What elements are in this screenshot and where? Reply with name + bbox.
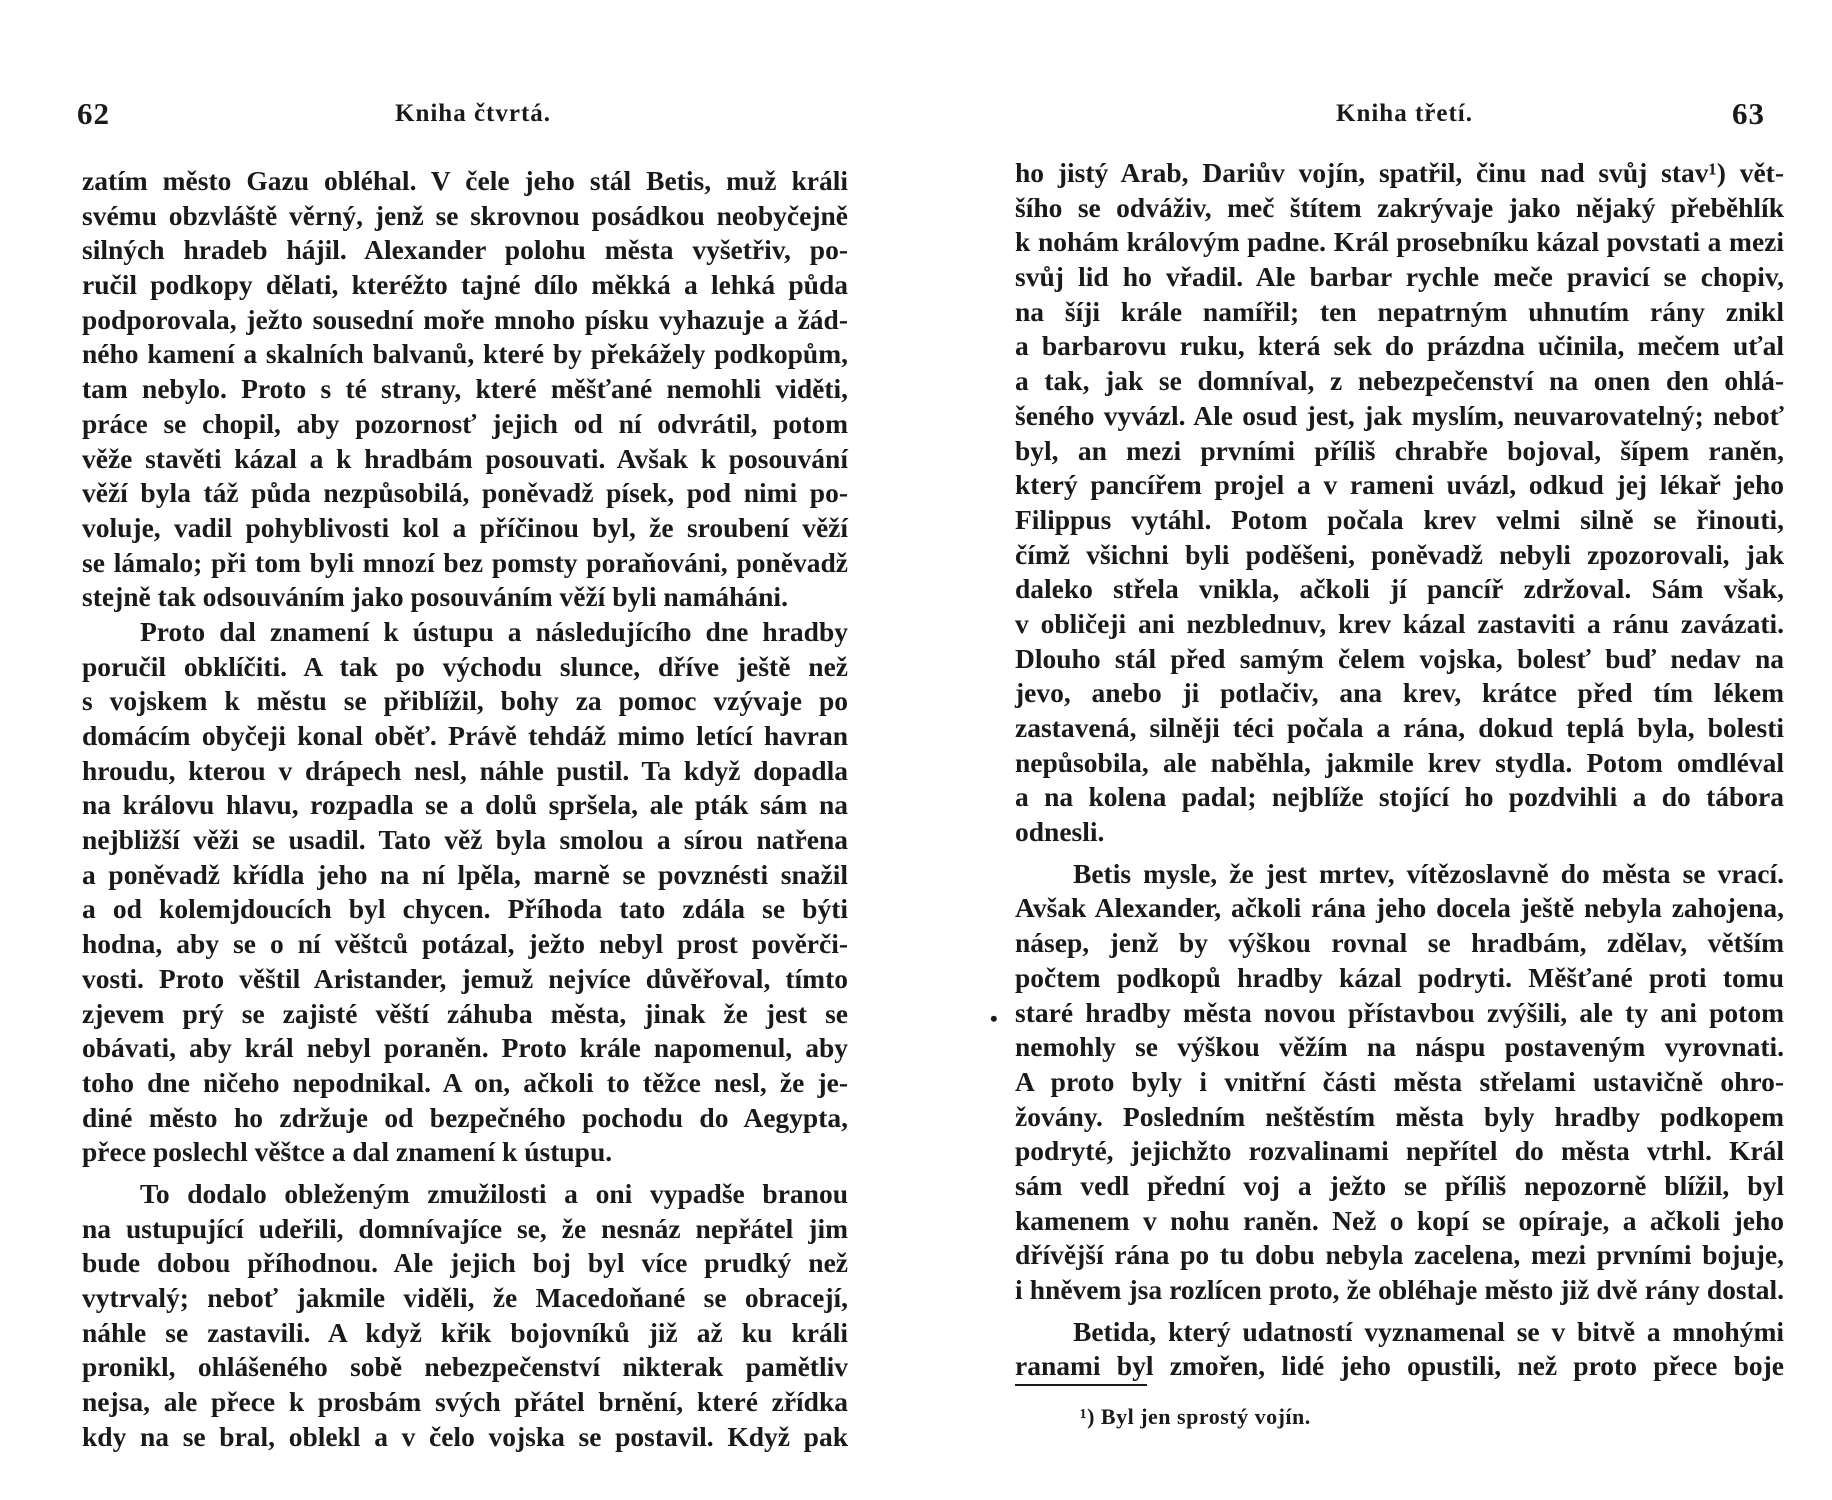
text-line: podryté, jejichžto rozvalinami nepřítel do města vtrhl. Král	[1015, 1135, 1784, 1167]
text-line: nemohly se výškou věžím na náspu postaveným vyrovnati.	[1015, 1031, 1784, 1063]
text-line: vosti. Proto věštil Aristander, jemuž nejvíce důvěřoval, tímto	[82, 962, 848, 994]
text-line: Avšak Alexander, ačkoli rána jeho docela ještě nebyla zahojena,	[1015, 892, 1784, 924]
text-line: svému obzvláště věrný, jenž se skrovnou posádkou neobyčejně	[82, 199, 848, 231]
text-line: a barbarovu ruku, která sek do prázdna učinila, mečem uťal	[1015, 330, 1784, 362]
text-line: s vojskem k městu se přiblížil, bohy za pomoc vzývaje po	[82, 685, 848, 717]
text-line: silných hradeb hájil. Alexander polohu města vyšetřiv, po-	[82, 234, 848, 266]
text-line: ného kamení a skalních balvanů, které by překážely podkopům,	[82, 338, 848, 370]
text-line: kdy na se bral, oblekl a v čelo vojska se postavil. Když pak	[82, 1420, 848, 1452]
text-line: svůj lid ho vřadil. Ale barbar rychle meče pravicí se chopiv,	[1015, 261, 1784, 293]
text-line: toho dne ničeho nepodnikal. A on, ačkoli to těžce nesl, že je-	[82, 1066, 848, 1098]
text-line: byl, an mezi prvními příliš chrabře bojoval, šípem raněn,	[1015, 434, 1784, 466]
text-line: Betida, který udatností vyznamenal se v bitvě a mnohými	[1073, 1315, 1784, 1347]
text-line: a od kolemjdoucích byl chycen. Příhoda tato zdála se býti	[82, 893, 848, 925]
text-line: Betis mysle, že jest mrtev, vítězoslavně do města se vrací.	[1073, 857, 1784, 889]
page-number: 63	[1732, 96, 1765, 131]
text-line: jevo, anebo ji potlačiv, ana krev, krátce před tím lékem	[1015, 677, 1784, 709]
text-line: nepůsobila, ale naběhla, jakmile krev stydla. Potom omdléval	[1015, 746, 1784, 778]
text-line: věží byla táž půda nezpůsobilá, poněvadž písek, pod nimi po-	[82, 477, 848, 509]
text-line: počtem podkopů hradby kázal podryti. Měšťané proti tomu	[1015, 961, 1784, 993]
text-line: hroudu, kterou v drápech nesl, náhle pustil. Ta když dopadla	[82, 754, 848, 786]
page-number: 62	[77, 96, 110, 131]
text-line: a poněvadž křídla jeho na ní lpěla, marně se povznésti snažil	[82, 858, 848, 890]
text-line: v obličeji ani nezblednuv, krev kázal zastaviti a ránu zavázati.	[1015, 607, 1784, 639]
margin-mark: •	[990, 1006, 998, 1031]
text-line: voluje, vadil pohyblivosti kol a příčinou byl, že sroubení věží	[82, 511, 848, 543]
text-line: hodna, aby se o ní věštců potázal, ježto nebyl prost pověrči-	[82, 928, 848, 960]
text-line: a tak, jak se domníval, z nebezpečenství na onen den ohlá-	[1015, 365, 1784, 397]
text-line: dřívější rána po tu dobu nebyla zacelena, mezi prvními bojuje,	[1015, 1239, 1784, 1271]
text-line: na královu hlavu, rozpadla se a dolů spršela, ale pták sám na	[82, 789, 848, 821]
text-line: obávati, aby král nebyl poraněn. Proto krále napomenul, aby	[82, 1032, 848, 1064]
text-line: podporovala, ježto sousední moře mnoho písku vyhazuje a žád-	[82, 303, 848, 335]
text-line: zatím město Gazu obléhal. V čele jeho stál Betis, muž králi	[82, 165, 848, 196]
text-line: Proto dal znamení k ústupu a následujícího dne hradby	[140, 615, 848, 647]
text-line: odnesli.	[1015, 816, 1105, 848]
text-line: nejsa, ale přece k prosbám svých přátel brnění, které zřídka	[82, 1386, 848, 1418]
text-line: náhle se zastavili. A když křik bojovníků již až ku králi	[82, 1316, 848, 1348]
text-line: šího se odváživ, meč štítem zakrývaje jako nějaký přeběhlík	[1015, 191, 1784, 223]
text-line: na šíji krále namířil; ten nepatrným uhnutím rány znikl	[1015, 295, 1784, 327]
text-line: žovány. Posledním neštěstím města byly hradby podkopem	[1015, 1100, 1784, 1132]
text-line: přece poslechl věštce a dal znamení k ústupu.	[82, 1136, 613, 1168]
text-line: poručil obklíčiti. A tak po východu slunce, dříve ještě než	[82, 650, 848, 682]
text-line: nejbližší věži se usadil. Tato věž byla smolou a sírou natřena	[82, 824, 848, 856]
text-line: k nohám královým padne. Král prosebníku kázal povstati a mezi	[1015, 226, 1784, 258]
text-line: stejně tak odsouváním jako posouváním věží byli namáháni.	[82, 581, 788, 613]
text-line: vytrvalý; neboť jakmile viděli, že Macedoňané se obracejí,	[82, 1282, 848, 1313]
body-text	[1015, 156, 1784, 1384]
running-head: Kniha čtvrtá.	[395, 100, 552, 127]
text-line: ranami byl zmořen, lidé jeho opustili, než proto přece boje	[1015, 1350, 1784, 1382]
text-line: staré hradby města novou přístavbou zvýšili, ale ty ani potom	[1015, 996, 1784, 1028]
text-line: tam nebylo. Proto s té strany, které měšťané nemohli viděti,	[82, 373, 848, 405]
text-line: diné město ho zdržuje od bezpečného pochodu do Aegypta,	[82, 1101, 848, 1133]
text-line: věže stavěti kázal a k hradbám posouvati. Avšak k posouvání	[82, 442, 848, 474]
text-line: se lámalo; při tom byli mnozí bez pomsty poraňováni, poněvadž	[82, 546, 848, 578]
text-line: kamenem v nohu raněn. Než o kopí se opíraje, a ačkoli jeho	[1015, 1204, 1784, 1236]
text-line: práce se chopil, aby pozornosť jejich od ní odvrátil, potom	[82, 407, 848, 439]
text-line: na ustupující udeřili, domnívajíce se, že nesnáz nepřátel jim	[82, 1212, 848, 1244]
text-line: šeného vyvázl. Ale osud jest, jak myslím, neuvarovatelný; neboť	[1015, 399, 1784, 431]
text-line: a na kolena padal; nejblíže stojící ho pozdvihli a do tábora	[1015, 781, 1784, 813]
text-line: bude dobou příhodnou. Ale jejich boj byl více prudký než	[82, 1247, 848, 1279]
text-line: To dodalo obleženým zmužilosti a oni vypadše branou	[140, 1177, 848, 1209]
text-line: daleko střela vnikla, ačkoli jí pancíř zdržoval. Sám však,	[1015, 573, 1784, 605]
right-page	[916, 0, 1832, 1500]
text-line: A proto byly i vnitřní části města střelami ustavičně ohro-	[1015, 1065, 1784, 1097]
footnote: ¹) Byl jen sprostý vojín.	[1080, 1404, 1311, 1429]
text-line: který pancířem projel a v rameni uvázl, odkud jej lékař jeho	[1015, 469, 1784, 501]
text-line: ručil podkopy dělati, kteréžto tajné dílo měkká a lehká půda	[82, 269, 848, 301]
running-head: Kniha třetí.	[1336, 100, 1473, 127]
text-line: Dlouho stál před samým čelem vojska, bolesť buď nedav na	[1015, 642, 1784, 674]
text-line: pronikl, ohlášeného sobě nebezpečenství nikterak pamětliv	[82, 1351, 848, 1383]
body-text	[82, 164, 848, 1454]
text-line: i hněvem jsa rozlícen proto, že obléhaje město již dvě rány dostal.	[1015, 1274, 1784, 1305]
footnote-rule	[1015, 1384, 1147, 1386]
text-line: násep, jenž by výškou rovnal se hradbám, zdělav, větším	[1015, 927, 1784, 959]
text-line: zjevem prý se zajisté věští záhuba města, jinak že jest se	[82, 997, 848, 1029]
text-line: ho jistý Arab, Dariův vojín, spatřil, činu nad svůj stav¹) vět-	[1015, 157, 1784, 188]
text-line: Filippus vytáhl. Potom počala krev velmi silně se řinouti,	[1015, 503, 1784, 535]
text-line: zastavená, silněji téci počala a rána, dokud teplá byla, bolesti	[1015, 712, 1784, 743]
text-line: čímž všichni byli poděšeni, poněvadž nebyli zpozorovali, jak	[1015, 538, 1784, 570]
text-line: domácím obyčeji konal oběť. Právě tehdáž mimo letící havran	[82, 720, 848, 751]
text-line: sám vedl přední voj a ježto se příliš nepozorně blížil, byl	[1015, 1169, 1784, 1201]
